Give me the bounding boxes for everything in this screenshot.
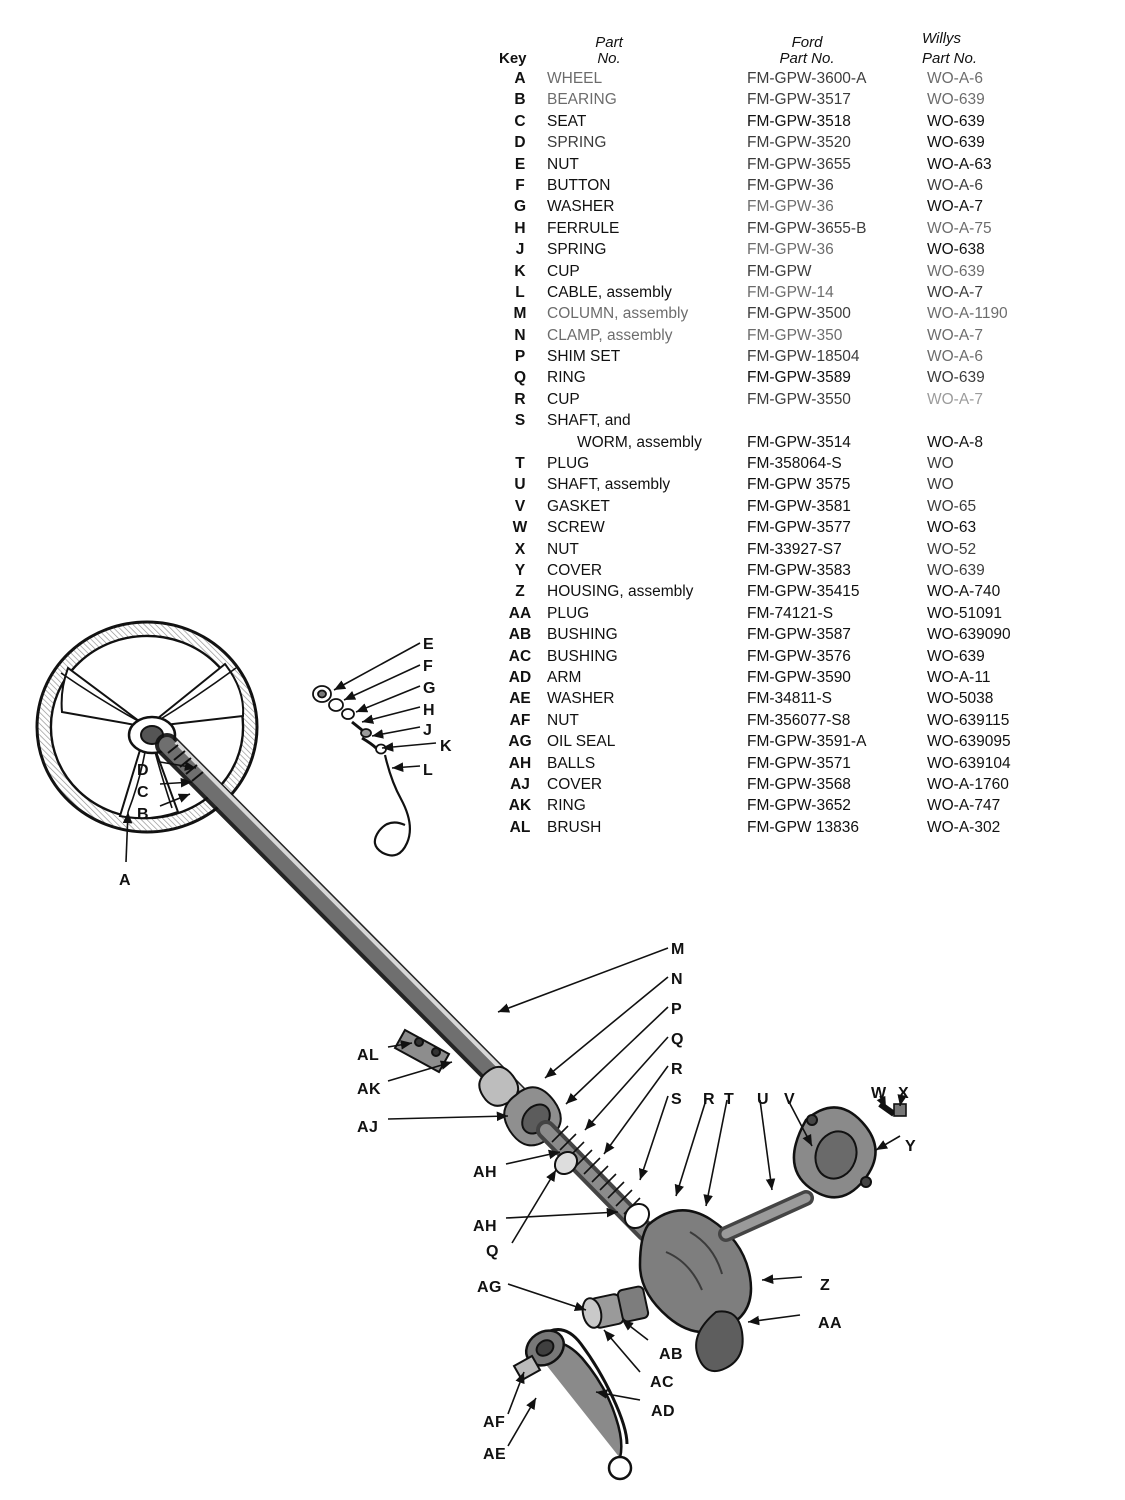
row-key: AD	[508, 668, 532, 686]
callout-label-g: G	[423, 680, 436, 697]
row-ford-part-no: FM-GPW-3589	[747, 369, 851, 387]
row-part-name: FERRULE	[547, 219, 620, 237]
table-row	[497, 755, 1057, 776]
row-willys-part-no: WO-A-1190	[927, 305, 1008, 323]
row-ford-part-no: FM-GPW-3655	[747, 155, 851, 173]
table-row	[497, 284, 1057, 305]
table-header	[497, 30, 1057, 70]
callout-label-q: Q	[671, 1031, 684, 1048]
callout-label-ag: AG	[477, 1279, 502, 1296]
table-row	[497, 220, 1057, 241]
row-ford-part-no: FM-GPW-3577	[747, 519, 851, 537]
row-key: G	[513, 198, 527, 216]
row-key: H	[514, 219, 526, 237]
row-key: AF	[509, 711, 531, 729]
row-key: K	[514, 262, 526, 280]
row-part-name: SHIM SET	[547, 348, 621, 366]
row-willys-part-no: WO-639	[927, 369, 985, 387]
callout-label-ae: AE	[483, 1446, 507, 1463]
row-ford-part-no: FM-GPW-3581	[747, 497, 851, 515]
row-ford-part-no: FM-GPW-14	[747, 283, 834, 301]
table-row	[497, 626, 1057, 647]
row-key: L	[515, 283, 525, 301]
row-part-name: GASKET	[547, 497, 610, 515]
row-willys-part-no: WO-A-7	[927, 390, 983, 408]
callout-label-j: J	[423, 722, 433, 739]
header-ford-2: Part No.	[779, 50, 835, 67]
row-ford-part-no: FM-GPW-36	[747, 176, 834, 194]
row-willys-part-no: WO-A-302	[927, 818, 1001, 836]
row-part-name: NUT	[547, 155, 579, 173]
row-key: B	[514, 91, 526, 109]
table-body	[497, 70, 1057, 840]
callout-label-c: C	[137, 784, 150, 801]
row-part-name: SEAT	[547, 112, 587, 130]
table-row	[497, 648, 1057, 669]
table-row	[497, 819, 1057, 840]
callout-label-b: B	[137, 806, 150, 823]
row-ford-part-no: FM-GPW-3500	[747, 305, 851, 323]
row-key: AB	[508, 626, 532, 644]
row-ford-part-no: FM-358064-S	[747, 455, 842, 473]
callout-label-p: P	[671, 1001, 683, 1018]
table-row	[497, 391, 1057, 412]
row-part-name: BALLS	[547, 754, 596, 772]
callout-label-n: N	[671, 971, 684, 988]
row-willys-part-no: WO-A-6	[927, 348, 983, 366]
callout-label-aj: AJ	[357, 1119, 379, 1136]
row-part-name: WASHER	[547, 198, 615, 216]
row-part-name: CUP	[547, 390, 580, 408]
row-part-name: CLAMP, assembly	[547, 326, 673, 344]
row-part-name: WHEEL	[547, 70, 603, 87]
row-ford-part-no: FM-GPW 13836	[747, 818, 859, 836]
table-row	[497, 369, 1057, 390]
callout-label-a: A	[119, 872, 132, 889]
callout-label-z: Z	[820, 1277, 831, 1294]
row-ford-part-no: FM-GPW-36	[747, 241, 834, 259]
row-key: U	[514, 476, 526, 494]
table-row	[497, 605, 1057, 626]
row-ford-part-no: FM-GPW-3576	[747, 647, 851, 665]
row-willys-part-no: WO-639	[927, 647, 985, 665]
table-row	[497, 690, 1057, 711]
row-key: X	[514, 540, 526, 558]
callout-label-w: W	[871, 1085, 887, 1102]
row-part-name: BUSHING	[547, 626, 618, 644]
row-part-name: HOUSING, assembly	[547, 583, 694, 601]
callout-label-u: U	[757, 1091, 770, 1108]
row-part-name: SCREW	[547, 519, 605, 537]
row-ford-part-no: FM-GPW 3575	[747, 476, 851, 494]
table-row	[497, 156, 1057, 177]
row-part-name: NUT	[547, 540, 579, 558]
table-row	[497, 498, 1057, 519]
steering-column-graphic	[167, 742, 534, 1110]
row-ford-part-no: FM-GPW-18504	[747, 348, 860, 366]
header-willys-2: Part No.	[922, 50, 978, 67]
row-willys-part-no: WO-A-63	[927, 155, 992, 173]
row-part-name: COVER	[547, 775, 603, 793]
callout-label-y: Y	[905, 1138, 917, 1155]
row-ford-part-no: FM-356077-S8	[747, 711, 851, 729]
table-row	[497, 412, 1057, 433]
row-key: J	[515, 241, 525, 259]
callout-label-ak: AK	[357, 1081, 382, 1098]
row-willys-part-no: WO-A-7	[927, 283, 983, 301]
row-key: AK	[508, 797, 532, 815]
row-willys-part-no: WO-63	[927, 519, 977, 537]
table-row	[497, 476, 1057, 497]
table-row	[497, 583, 1057, 604]
row-ford-part-no: FM-GPW-3591-A	[747, 733, 867, 751]
table-row	[497, 669, 1057, 690]
header-part-no-1: Part	[595, 34, 623, 51]
row-part-name: NUT	[547, 711, 579, 729]
table-row	[497, 91, 1057, 112]
row-willys-part-no: WO-5038	[927, 690, 994, 708]
callout-label-k: K	[440, 738, 453, 755]
row-willys-part-no: WO-639095	[927, 733, 1011, 751]
table-row	[497, 263, 1057, 284]
table-row	[497, 348, 1057, 369]
row-key: P	[514, 348, 526, 366]
table-row	[497, 455, 1057, 476]
row-ford-part-no: FM-GPW-36	[747, 198, 834, 216]
callout-label-r: R	[671, 1061, 684, 1078]
callout-label-m: M	[671, 941, 685, 958]
row-willys-part-no: WO-A-1760	[927, 775, 1009, 793]
row-part-name: COVER	[547, 561, 603, 579]
row-ford-part-no: FM-GPW-3520	[747, 134, 851, 152]
row-part-name: RING	[547, 797, 586, 815]
row-willys-part-no: WO-639104	[927, 754, 1011, 772]
row-part-name: ARM	[547, 668, 582, 686]
row-part-name: BRUSH	[547, 818, 602, 836]
row-key: AH	[508, 754, 532, 772]
row-ford-part-no: FM-GPW-3571	[747, 754, 851, 772]
row-ford-part-no: FM-GPW-3550	[747, 390, 851, 408]
callout-label-ah: AH	[473, 1164, 498, 1181]
row-key: Y	[514, 561, 526, 579]
row-willys-part-no: WO-639090	[927, 626, 1011, 644]
table-row	[497, 113, 1057, 134]
callout-label-f: F	[423, 658, 434, 675]
table-row	[497, 776, 1057, 797]
row-willys-part-no: WO-639	[927, 112, 985, 130]
row-ford-part-no: FM-GPW-3600-A	[747, 70, 867, 87]
table-row	[497, 327, 1057, 348]
row-key: D	[514, 134, 526, 152]
row-ford-part-no: FM-GPW-350	[747, 326, 843, 344]
table-row	[497, 712, 1057, 733]
row-willys-part-no: WO-51091	[927, 604, 1002, 622]
row-key: R	[514, 390, 526, 408]
row-part-name: WASHER	[547, 690, 615, 708]
table-row	[497, 241, 1057, 262]
row-willys-part-no: WO-A-747	[927, 797, 1001, 815]
row-willys-part-no: WO-638	[927, 241, 985, 259]
callout-label-ac: AC	[650, 1374, 675, 1391]
row-part-name: SPRING	[547, 134, 607, 152]
header-willys-1: Willys	[922, 30, 962, 47]
row-willys-part-no: WO-A-7	[927, 326, 983, 344]
row-ford-part-no: FM-74121-S	[747, 604, 834, 622]
row-part-name: BUTTON	[547, 176, 611, 194]
callout-label-q: Q	[486, 1243, 499, 1260]
row-part-name: WORM, assembly	[577, 433, 702, 451]
row-willys-part-no: WO-639	[927, 561, 985, 579]
callout-label-ah: AH	[473, 1218, 498, 1235]
row-ford-part-no: FM-GPW	[747, 262, 812, 280]
row-willys-part-no: WO-A-740	[927, 583, 1001, 601]
row-part-name: BUSHING	[547, 647, 618, 665]
row-ford-part-no: FM-GPW-3514	[747, 433, 851, 451]
callout-label-t: T	[724, 1091, 735, 1108]
horn-cable-parts-graphic	[313, 686, 410, 855]
callout-label-af: AF	[483, 1414, 506, 1431]
table-row	[497, 198, 1057, 219]
row-willys-part-no: WO-A-6	[927, 176, 983, 194]
row-ford-part-no: FM-GPW-3652	[747, 797, 851, 815]
row-willys-part-no: WO-A-11	[927, 668, 991, 686]
row-key: AJ	[510, 775, 530, 793]
table-row	[497, 541, 1057, 562]
table-row	[497, 519, 1057, 540]
row-part-name: OIL SEAL	[547, 733, 616, 751]
row-key: AC	[508, 647, 532, 665]
row-willys-part-no: WO-639	[927, 262, 985, 280]
table-row	[497, 562, 1057, 583]
callout-label-h: H	[423, 702, 436, 719]
row-part-name: BEARING	[547, 91, 617, 109]
row-ford-part-no: FM-GPW-3590	[747, 668, 851, 686]
callout-label-d: D	[137, 762, 150, 779]
row-key: Z	[515, 583, 525, 601]
row-key: A	[514, 70, 526, 87]
row-willys-part-no: WO-639	[927, 91, 985, 109]
row-part-name: SPRING	[547, 241, 607, 259]
row-willys-part-no: WO	[927, 455, 954, 473]
row-part-name: PLUG	[547, 604, 590, 622]
table-row	[497, 177, 1057, 198]
row-ford-part-no: FM-34811-S	[747, 690, 832, 708]
header-ford-1: Ford	[791, 34, 823, 51]
header-key: Key	[499, 50, 527, 67]
row-key: F	[515, 176, 525, 194]
row-ford-part-no: FM-GPW-35415	[747, 583, 860, 601]
row-key: AE	[509, 690, 531, 708]
table-row	[497, 70, 1057, 91]
row-part-name: RING	[547, 369, 586, 387]
row-willys-part-no: WO-A-6	[927, 70, 983, 87]
row-willys-part-no: WO-A-8	[927, 433, 983, 451]
row-key: Q	[513, 369, 527, 387]
row-key: W	[512, 519, 528, 537]
row-ford-part-no: FM-GPW-3587	[747, 626, 851, 644]
row-part-name: COLUMN, assembly	[547, 305, 689, 323]
row-key: S	[514, 412, 526, 430]
row-part-name: SHAFT, and	[547, 412, 631, 430]
row-ford-part-no: FM-GPW-3655-B	[747, 219, 867, 237]
row-key: N	[514, 326, 526, 344]
row-willys-part-no: WO-52	[927, 540, 977, 558]
row-key: AL	[509, 818, 531, 836]
row-key: V	[514, 497, 526, 515]
row-ford-part-no: FM-GPW-3568	[747, 775, 851, 793]
table-row	[497, 305, 1057, 326]
callout-label-x: X	[898, 1085, 910, 1102]
row-willys-part-no: WO-A-75	[927, 219, 992, 237]
row-willys-part-no: WO	[927, 476, 954, 494]
row-part-name: PLUG	[547, 455, 590, 473]
callout-label-s: S	[671, 1091, 683, 1108]
callout-label-aa: AA	[818, 1315, 843, 1332]
table-row	[497, 134, 1057, 155]
row-key: C	[514, 112, 526, 130]
header-part-no-2: No.	[597, 50, 621, 67]
table-row	[497, 797, 1057, 818]
callout-label-v: V	[784, 1091, 796, 1108]
callout-label-ab: AB	[659, 1346, 684, 1363]
callout-label-ad: AD	[651, 1403, 676, 1420]
callout-label-e: E	[423, 636, 435, 653]
row-willys-part-no: WO-65	[927, 497, 977, 515]
row-key: M	[513, 305, 527, 323]
row-key: AA	[508, 604, 532, 622]
row-key: AG	[508, 733, 532, 751]
callout-label-al: AL	[357, 1047, 380, 1064]
callout-label-r: R	[703, 1091, 716, 1108]
row-willys-part-no: WO-A-7	[927, 198, 983, 216]
row-ford-part-no: FM-33927-S7	[747, 540, 842, 558]
row-ford-part-no: FM-GPW-3517	[747, 91, 851, 109]
row-part-name: SHAFT, assembly	[547, 476, 671, 494]
table-row	[497, 733, 1057, 754]
table-row	[497, 434, 1057, 455]
row-ford-part-no: FM-GPW-3518	[747, 112, 851, 130]
row-willys-part-no: WO-639	[927, 134, 985, 152]
row-key: E	[514, 155, 526, 173]
parts-list-table	[497, 30, 1057, 840]
row-part-name: CUP	[547, 262, 580, 280]
row-part-name: CABLE, assembly	[547, 283, 672, 301]
row-willys-part-no: WO-639115	[927, 711, 1010, 729]
row-key: T	[515, 455, 525, 473]
row-ford-part-no: FM-GPW-3583	[747, 561, 851, 579]
callout-label-l: L	[423, 762, 434, 779]
